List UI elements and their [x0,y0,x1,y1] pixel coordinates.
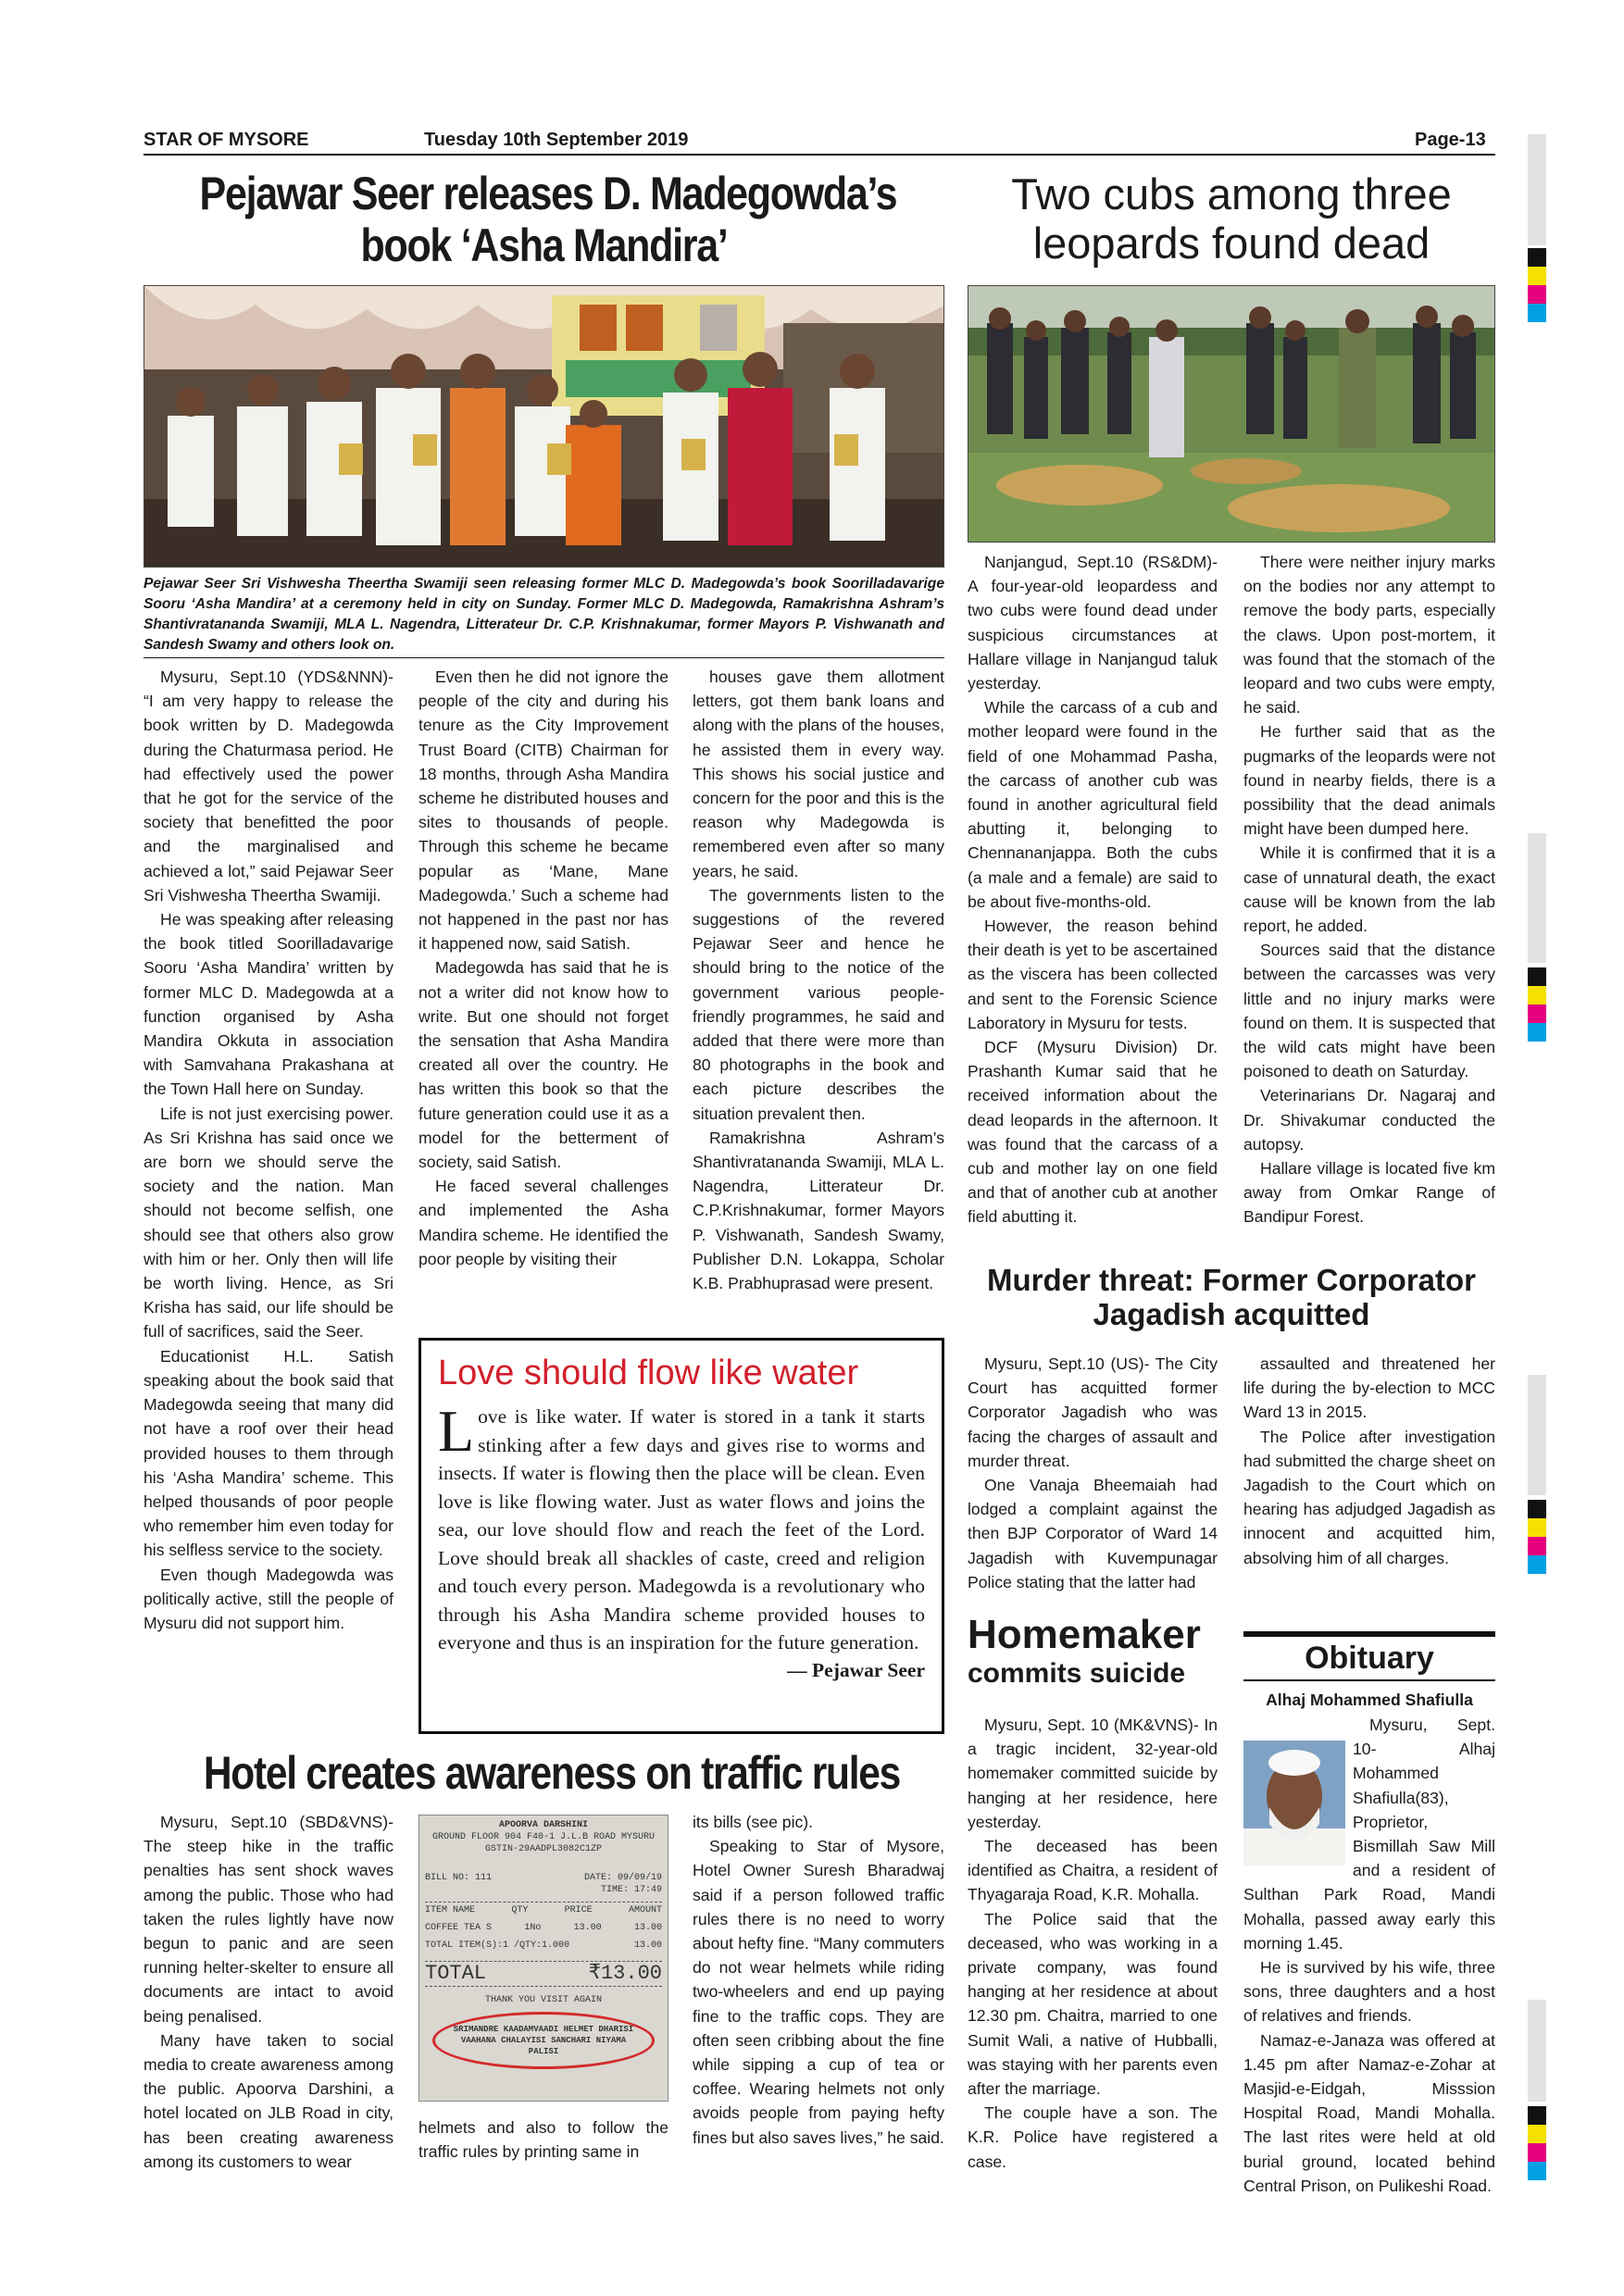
hotel-bill-photo [418,1815,668,2102]
leopard-photo-illustration [968,286,1495,543]
receipt-col-price: PRICE [564,1905,593,1915]
paragraph: Even though Madegowda was politically active, still the people of Mysuru did not support him. [144,1565,394,1632]
paragraph: Life is not just exercising power. As Sri Krishna has said once we are born we should serve the society and the nation. Man should not become selfish, one should see that others also grow with him or her. Only then will life be worth living. Hence, as Sri Krisha has said, our life should be full of sacrifices, said the Seer. [144,1104,394,1341]
paragraph: Mysuru, Sept. 10 (MK&VNS)- In a tragic incident, 32-year-old homemaker committed suicide by hanging at her residence, here yesterday. [968,1716,1218,1831]
hotel-headline-text: Hotel creates awareness on traffic rules [203,1747,901,1799]
paragraph: Mysuru, Sept. 10- Alhaj Mohammed Shafiulla(83), Proprietor, Bismillah Saw Mill and a resident of Sulthan Park Road, Mandi Mohalla, passed away early this morning 1.45. [1243,1716,1495,1953]
receipt-meta [425,1872,662,1884]
leopard-story-column-2 [1243,550,1495,1229]
obituary-text [1243,1713,1495,2198]
homemaker-story [968,1713,1218,2174]
issue-date: Tuesday 10th September 2019 [424,130,689,150]
receipt [425,1819,662,2069]
paragraph: Mysuru, Sept.10 (SBD&VNS)- The steep hike in the traffic penalties has sent shock waves among the public. Those who had taken the rules lightly have now begun to panic and are seen running helter-skelter to ensure all documents are intact to avoid being penalised. [144,1813,394,2026]
paragraph: He further said that as the pugmarks of the leopards were not found in nearby fields, there is a possibility that the dead animals might have been dumped here. [1243,722,1495,839]
receipt-address: GROUND FLOOR 904 F40-1 J.L.B ROAD MYSURU [431,1832,656,1842]
receipt-col-amount: AMOUNT [628,1905,662,1915]
paragraph: However, the reason behind their death is yet to be ascertained as the viscera has been collected and sent to the Forensic Science Laboratory in Mysuru for tests. [968,917,1218,1032]
receipt-total-row [425,1961,662,1987]
receipt-col-item: ITEM NAME [425,1905,476,1915]
hotel-headline [144,1746,944,1800]
paragraph: The Police after investigation had submitted the charge sheet on Jagadish to the Court which on hearing has adjudged Jagadish as innocent and acquitted him, absolving him of all charges. [1243,1427,1495,1567]
registration-marks [1528,1500,1546,1574]
paragraph: Ramakrishna Ashram’s Shantivratananda Swamiji, MLA L. Nagendra, Litterateur Dr. C.P.Krishnakumar, former Mayors P. Vishwanath, Sandesh Swamy, Publisher D.N. Lokappa, Scholar K.B. Prabhuprasad were present. [693,1128,944,1293]
quote-body [438,1398,925,1657]
header-rule [144,154,1495,156]
receipt-totals-amount: 13.00 [633,1940,662,1951]
receipt-total-label: TOTAL [425,1962,487,1985]
leopard-headline-line-1: Two cubs among three [1011,169,1452,218]
receipt-col-qty: QTY [511,1905,529,1915]
seer-story-column-1 [144,665,394,1635]
seer-story-column-3 [693,665,944,1295]
homemaker-headline [968,1613,1227,1691]
paragraph: While it is confirmed that it is a case of unnatural death, the exact cause will be known from the lab report, he added. [1243,843,1495,936]
receipt-time: TIME: 17:49 [600,1885,662,1895]
receipt-totals: TOTAL ITEM(S):1 /QTY:1.000 [425,1940,570,1951]
seer-headline-line-2: book ‘Asha Mandira’ [360,219,728,271]
receipt-thanks: THANK YOU VISIT AGAIN [484,1995,603,2005]
receipt-gstin: GSTIN-29AADPL3082C1ZP [484,1844,603,1854]
paragraph: The couple have a son. The K.R. Police have registered a case. [968,2103,1218,2171]
margin-gray-bar [1528,2000,1546,2102]
leopard-headline [968,170,1495,268]
paragraph: Even then he did not ignore the people of the city and during his tenure as the City Improvement Trust Board (CITB) Chairman for 18 months, through Asha Mandira scheme he distributed houses and sites to thousands of people. Through this scheme he became popular as ‘Mane, Mane Madegowda.’ Such a scheme had not happened in the past nor has it happened now, said Satish. [418,668,668,954]
paragraph: Madegowda has said that he is not a writer did not know how to write. But one should not forget the sensation that Asha Mandira created all over the country. He has written this book so that the future generation could use it as a model for the betterment of society, said Satish. [418,958,668,1172]
receipt-amount: 13.00 [633,1923,662,1933]
quote-title: Love should flow like water [438,1354,859,1392]
paragraph: Hallare village is located five km away from Omkar Range of Bandipur Forest. [1243,1159,1495,1227]
margin-gray-bar [1528,833,1546,963]
registration-marks [1528,2106,1546,2180]
registration-marks [1528,248,1546,322]
paragraph: houses gave them allotment letters, got them bank loans and along with the plans of the houses, he assisted them in every way. This shows his social justice and concern for the poor and this is the reason why Madegowda is remembered even after so many years, he said. [693,668,944,880]
paragraph: The Police said that the deceased, who was working in a private company, was found hanging at her residence at about 12.30 pm. Chaitra, married to one Sumit Wali, a native of Hubballi, was staying with her parents even after the marriage. [968,1909,1218,2099]
quote-attribution: — Pejawar Seer [787,1658,925,1681]
quote-text: ove is like water. If water is stored in a tank it starts stinking after a few days and gives rise to worms and insects. If water is flowing then the place will be clean. Even love is like flowing water. Just as water flows and joins the sea, our love should flow and reach the feet of the Lord. Love should break all shackles of caste, creed and religion and touch every person. Madegowda is a revolutionary who through his Asha Mandira scheme provided houses to everyone and thus is an inspiration for the future generation. [438,1405,925,1653]
obituary-name: Alhaj Mohammed Shafiulla [1266,1691,1473,1709]
receipt-price: 13.00 [573,1923,602,1933]
paragraph: Mysuru, Sept.10 (US)- The City Court has acquitted former Corporator Jagadish who was facing the charges of assault and murder threat. [968,1354,1218,1470]
receipt-bill-number: BILL NO: 111 [425,1873,493,1883]
paragraph: its bills (see pic). [693,1813,814,1831]
murder-threat-headline [968,1264,1495,1332]
seer-book-release-photo [144,285,944,568]
hotel-story-column-3 [693,1810,944,2150]
receipt-helmet-message: SRIMANDRE KAADAMVAADI HELMET DHARISI VAAHANA CHALAYISI SANCHARI NIYAMA PALISI [432,2012,655,2069]
paragraph: One Vanaja Bheemaiah had lodged a complaint against the then BJP Corporator of Ward 14 Jagadish with Kuvempunagar Police stating that the latter had [968,1476,1218,1591]
page-number: Page-13 [1415,130,1486,150]
hotel-story-column-1 [144,1810,394,2174]
paragraph: The governments listen to the suggestions of the revered Pejawar Seer and hence he should bring to the notice of the government various people-friendly programmes, he said and added that there were more than 80 photographs in the book and each picture describes the situation prevalent then. [693,885,944,1123]
paragraph: assaulted and threatened her life during the by-election to MCC Ward 13 in 2015. [1243,1354,1495,1422]
receipt-header-row [425,1902,662,1916]
paragraph: DCF (Mysuru Division) Dr. Prashanth Kumar said that he received information about the dead leopards in the afternoon. It was found that the carcass of a cub and mother lay on one field and that of another cub at another field abutting it. [968,1038,1218,1227]
paragraph: Mysuru, Sept.10 (YDS&NNN)- “I am very happy to release the book written by D. Madegowda during the Chaturmasa period. He had effectively used the power that he got for the service of the society that benefitted the poor and the marginalised and achieved a lot,” said Pejawar Seer Sri Vishwesha Theertha Swamiji. [144,668,394,905]
leopard-story-column-1 [968,550,1218,1229]
homemaker-headline-line-2: commits suicide [968,1658,1186,1689]
hotel-story-column-2 [418,2115,668,2164]
portrait-spacer [1243,1713,1353,1870]
paragraph: Nanjangud, Sept.10 (RS&DM)- A four-year-old leopardess and two cubs were found dead under suspicious circumstances at Hallare village in Nanjangud taluk yesterday. [968,553,1218,693]
paragraph: He faced several challenges and implemented the Asha Mandira scheme. He identified the poor people by visiting their [418,1177,668,1268]
paragraph: Speaking to Star of Mysore, Hotel Owner Suresh Bharadwaj said if a person followed traffic rules there is no need to worry about hefty fine. “Many commuters do not wear helmets while riding two-wheelers and end up paying fine to the traffic cops. They are often seen cribbing about the fine while sipping a cup of tea or coffee. Wearing helmets not only avoids people from paying hefty fines but also saves lives,” he said. [693,1837,944,2147]
receipt-name: APOORVA DARSHINI [498,1820,588,1830]
seer-story-column-2 [418,665,668,1271]
paragraph: He was speaking after releasing the book titled Soorilladavarige Sooru ‘Asha Mandira’ written by former MLC D. Madegowda at a function organised by Asha Mandira Okkuta in association with Samvahana Prakashana at the Town Hall here on Sunday. [144,910,394,1099]
receipt-item-row [425,1922,662,1934]
margin-gray-bar [1528,134,1546,245]
paragraph: Many have taken to social media to create awareness among the public. Apoorva Darshini, a hotel located on JLB Road in city, has been creating awareness among its customers to wear [144,2030,394,2171]
obituary-title: Obituary [1243,1631,1495,1681]
seer-headline-line-1: Pejawar Seer releases D. Madegowda’s [199,168,897,219]
paragraph: helmets and also to follow the traffic rules by printing same in [418,2118,668,2162]
margin-gray-bar [1528,1375,1546,1495]
paragraph: He is survived by his wife, three sons, three daughters and a host of relatives and friends. [1243,1958,1495,2026]
receipt-date: DATE: 09/09/19 [583,1873,662,1883]
receipt-item: COFFEE TEA S [425,1923,493,1933]
receipt-totals-row [425,1940,662,1952]
receipt-qty: 1No [524,1923,542,1933]
murder-story-column-1 [968,1352,1218,1594]
caption-rule [144,657,944,658]
paragraph: Educationist H.L. Satish speaking about the book said that Madegowda seeing that many did not have a roof over their head provided houses to them through his ‘Asha Mandira’ scheme. This helped thousands of poor people who remember him even today for his selfless service to the society. [144,1346,394,1560]
paragraph: The deceased has been identified as Chaitra, a resident of Thyagaraja Road, K.R. Mohalla. [968,1837,1218,1904]
receipt-total-value: ₹13.00 [588,1962,662,1985]
murder-story-column-2 [1243,1352,1495,1570]
paragraph: Namaz-e-Janaza was offered at 1.45 pm after Namaz-e-Zohar at Masjid-e-Eidgah, Misssion Hospital Road, Mandi Mohalla. The last rites were held at old burial ground, located behind Central Prison, on Pulikeshi Road. [1243,2030,1495,2195]
murder-headline-line-2: Jagadish acquitted [1093,1296,1370,1331]
seer-photo-illustration [144,286,944,568]
seer-photo-caption: Pejawar Seer Sri Vishwesha Theertha Swamiji seen releasing former MLC D. Madegowda’s book Soorilladavarige Sooru ‘Asha Mandira’ at a ceremony held in city on Sunday. Former MLC D. Madegowda, Ramakrishna Ashram’s Shantivratananda Swamiji, MLA L. Nagendra, Litterateur Dr. C.P. Krishnakumar, former Mayors P. Vishwanath and Sandesh Swamy and others look on. [144,576,944,653]
paragraph: There were neither injury marks on the bodies nor any attempt to remove the body parts, especially the claws. Upon post-mortem, it was found that the stomach of the leopard and two cubs were empty, he said. [1243,553,1495,718]
masthead-name: STAR OF MYSORE [144,130,309,150]
paragraph: Veterinarians Dr. Nagaraj and Dr. Shivakumar conducted the autopsy. [1243,1086,1495,1154]
paragraph: Sources said that the distance between the carcasses was very little and no injury marks were found on them. It is suspected that the wild cats might have been poisoned to death on Saturday. [1243,941,1495,1081]
quote-dropcap: L [438,1398,475,1464]
murder-headline-line-1: Murder threat: Former Corporator [986,1263,1477,1297]
homemaker-headline-line-1: Homemaker [968,1612,1201,1657]
leopard-headline-line-2: leopards found dead [1032,218,1430,268]
paragraph: While the carcass of a cub and mother leopard were found in the field of one Mohammad Pasha, the carcass of another cub was found in another agricultural field abutting it, belonging to Chennananjappa. Both the cubs (a male and a female) are said to be about five-months-old. [968,698,1218,911]
seer-headline [144,168,944,272]
love-quote-box [418,1338,944,1734]
dead-leopards-photo [968,285,1495,543]
registration-marks [1528,967,1546,1042]
